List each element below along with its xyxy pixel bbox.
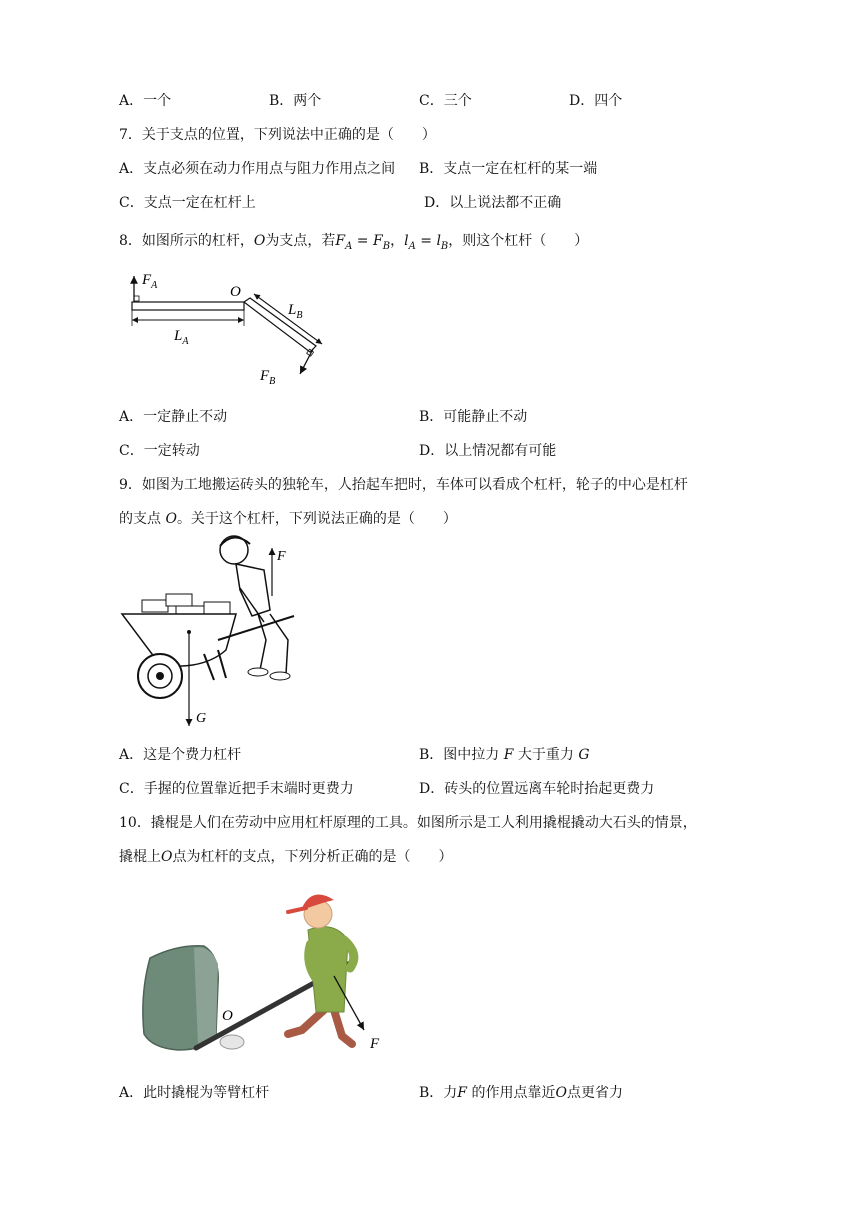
gravity-g-label: G xyxy=(196,711,207,726)
q7-stem: 7．关于支点的位置，下列说法中正确的是（ ） xyxy=(119,127,436,143)
pivot-o-label: O xyxy=(230,284,241,300)
q7-option-d: D．以上说法都不正确 xyxy=(424,195,562,211)
q9-option-c: C．手握的位置靠近把手末端时更费力 xyxy=(119,781,354,797)
q8-option-a: A．一定静止不动 xyxy=(119,409,228,425)
q6-option-d: D．四个 xyxy=(569,93,623,109)
q10-crowbar-figure xyxy=(138,884,388,1058)
lb-label: $L_B$ xyxy=(288,302,303,321)
q8-lever-figure xyxy=(118,262,338,386)
q10-option-a: A．此时撬棍为等臂杠杆 xyxy=(119,1085,270,1101)
q9-option-d: D．砖头的位置远离车轮时抬起更费力 xyxy=(419,781,655,797)
q7-option-c: C．支点一定在杠杆上 xyxy=(119,195,256,211)
q9-option-a: A．这是个费力杠杆 xyxy=(119,747,242,763)
q6-option-a: A．一个 xyxy=(119,93,172,109)
q8-option-c: C．一定转动 xyxy=(119,443,200,459)
q9-stem-line2: 的支点 O。关于这个杠杆，下列说法正确的是（ ） xyxy=(119,511,457,527)
q7-option-a: A．支点必须在动力作用点与阻力作用点之间 xyxy=(119,161,396,177)
force-f-label: F xyxy=(370,1036,380,1052)
q9-stem-line1: 9．如图为工地搬运砖头的独轮车，人抬起车把时，车体可以看成个杠杆，轮子的中心是杠杆 xyxy=(119,477,688,493)
q9-option-b: B．图中拉力 F 大于重力 G xyxy=(419,747,590,763)
q8-option-b: B．可能静止不动 xyxy=(419,409,528,425)
q6-option-b: B．两个 xyxy=(269,93,322,109)
q10-stem-line2: 撬棍上O点为杠杆的支点，下列分析正确的是（ ） xyxy=(119,849,453,865)
force-f-label: F xyxy=(277,549,286,564)
q7-option-b: B．支点一定在杠杆的某一端 xyxy=(419,161,598,177)
q10-stem-line1: 10．撬棍是人们在劳动中应用杠杆原理的工具。如图所示是工人利用撬棍撬动大石头的情景， xyxy=(119,815,697,831)
q8-stem: 8．如图所示的杠杆，O为支点，若$F_A = F_B$，$l_A = l_B$，则这个杠杆（ ） xyxy=(119,233,589,252)
q9-wheelbarrow-figure xyxy=(118,530,304,728)
fa-label: $F_A$ xyxy=(142,272,158,291)
q8-option-d: D．以上情况都有可能 xyxy=(419,443,557,459)
q6-option-c: C．三个 xyxy=(419,93,472,109)
la-label: $L_A$ xyxy=(174,328,189,347)
pivot-o-label: O xyxy=(222,1008,233,1024)
q10-option-b: B．力F 的作用点靠近O点更省力 xyxy=(419,1085,623,1101)
fb-label: $F_B$ xyxy=(260,368,276,386)
